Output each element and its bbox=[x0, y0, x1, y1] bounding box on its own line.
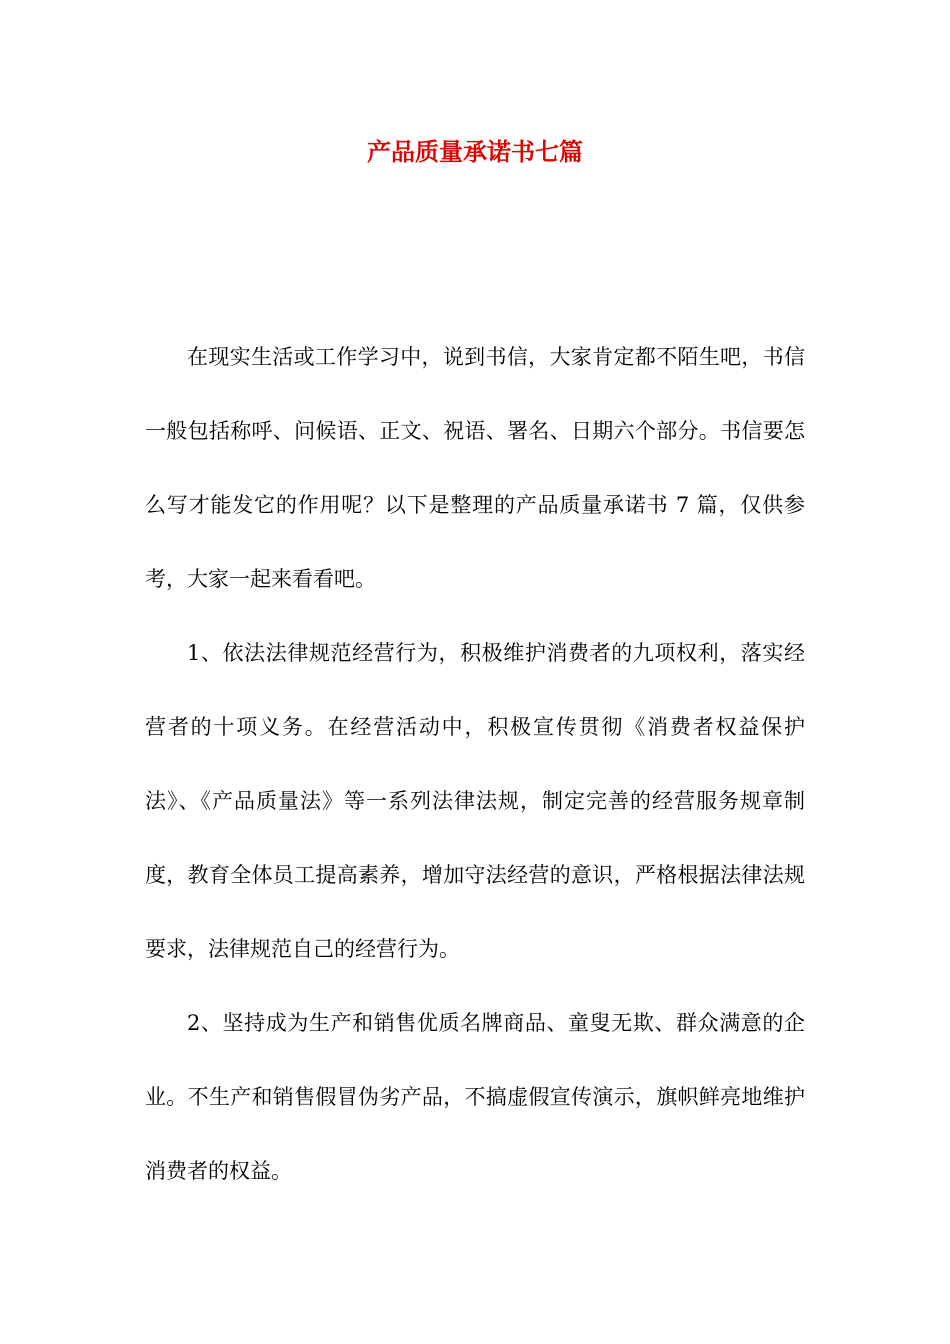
document-title: 产品质量承诺书七篇 bbox=[367, 137, 583, 166]
paragraph-item-1: 1、依法法律规范经营行为，积极维护消费者的九项权利，落实经营者的十项义务。在经营活动中，积极宣传贯彻《消费者权益保护法》、《产品质量法》等一系列法律法规，制定完善的经营服务规章制度，教育全体员工提高素养，增加守法经营的意识，严格根据法律法规要求，法律规范自己的经营行为。 bbox=[145, 641, 805, 961]
paragraph-intro: 在现实生活或工作学习中，说到书信，大家肯定都不陌生吧，书信一般包括称呼、问候语、正文、祝语、署名、日期六个部分。书信要怎么写才能发它的作用呢？以下是整理的产品质量承诺书 7 篇，仅供参考，大家一起来看看吧。 bbox=[145, 345, 805, 591]
document-body bbox=[145, 320, 805, 1208]
paragraph-item-2: 2、坚持成为生产和销售优质名牌商品、童叟无欺、群众满意的企业。不生产和销售假冒伪劣产品，不搞虚假宣传演示，旗帜鲜亮地维护消费者的权益。 bbox=[145, 1011, 805, 1183]
